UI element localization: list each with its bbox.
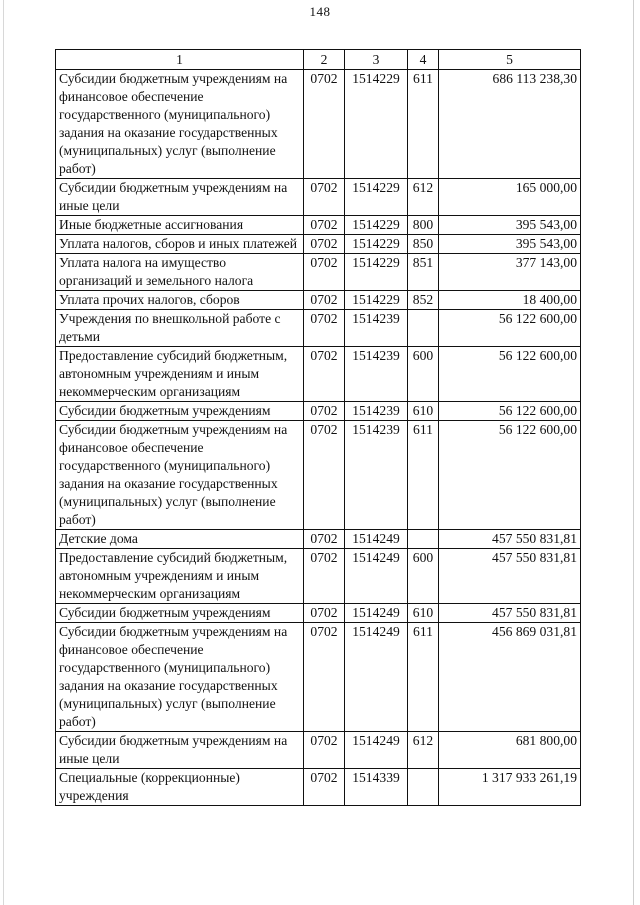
scan-edge-left xyxy=(3,0,4,905)
row-amount: 377 143,00 xyxy=(439,254,581,291)
row-amount: 395 543,00 xyxy=(439,235,581,254)
table-row xyxy=(56,769,581,806)
table-row xyxy=(56,421,581,530)
table-row xyxy=(56,291,581,310)
row-name: Уплата прочих налогов, сборов xyxy=(56,291,304,310)
row-amount: 165 000,00 xyxy=(439,179,581,216)
row-section-code: 0702 xyxy=(304,291,345,310)
row-target-code: 1514239 xyxy=(345,347,408,402)
row-section-code: 0702 xyxy=(304,254,345,291)
table-row xyxy=(56,70,581,179)
header-col-5: 5 xyxy=(439,50,581,70)
row-name: Субсидии бюджетным учреждениям на иные цели xyxy=(56,732,304,769)
budget-table xyxy=(55,49,581,806)
row-target-code: 1514229 xyxy=(345,179,408,216)
row-section-code: 0702 xyxy=(304,604,345,623)
row-section-code: 0702 xyxy=(304,421,345,530)
row-expense-type: 800 xyxy=(408,216,439,235)
row-target-code: 1514229 xyxy=(345,254,408,291)
row-expense-type: 611 xyxy=(408,623,439,732)
table-row xyxy=(56,732,581,769)
row-section-code: 0702 xyxy=(304,347,345,402)
table-row xyxy=(56,216,581,235)
header-col-1: 1 xyxy=(56,50,304,70)
header-col-2: 2 xyxy=(304,50,345,70)
row-expense-type: 852 xyxy=(408,291,439,310)
row-target-code: 1514249 xyxy=(345,549,408,604)
row-amount: 457 550 831,81 xyxy=(439,549,581,604)
row-target-code: 1514229 xyxy=(345,291,408,310)
row-expense-type: 612 xyxy=(408,732,439,769)
table-row xyxy=(56,530,581,549)
row-target-code: 1514249 xyxy=(345,623,408,732)
row-target-code: 1514239 xyxy=(345,421,408,530)
row-target-code: 1514239 xyxy=(345,310,408,347)
row-expense-type xyxy=(408,530,439,549)
table-row xyxy=(56,179,581,216)
row-name: Предоставление субсидий бюджетным, автономным учреждениям и иным некоммерческим организациям xyxy=(56,549,304,604)
table-row xyxy=(56,402,581,421)
table-row xyxy=(56,623,581,732)
row-expense-type: 850 xyxy=(408,235,439,254)
table-row xyxy=(56,254,581,291)
row-section-code: 0702 xyxy=(304,402,345,421)
row-name: Субсидии бюджетным учреждениям на финансовое обеспечение государственного (муниципального) задания на оказание государственных (муниципальных) услуг (выполнение работ) xyxy=(56,70,304,179)
row-amount: 457 550 831,81 xyxy=(439,530,581,549)
row-target-code: 1514229 xyxy=(345,216,408,235)
table-row xyxy=(56,604,581,623)
row-name: Уплата налогов, сборов и иных платежей xyxy=(56,235,304,254)
row-name: Детские дома xyxy=(56,530,304,549)
row-amount: 56 122 600,00 xyxy=(439,347,581,402)
row-amount: 18 400,00 xyxy=(439,291,581,310)
row-name: Субсидии бюджетным учреждениям на финансовое обеспечение государственного (муниципального) задания на оказание государственных (муниципальных) услуг (выполнение работ) xyxy=(56,623,304,732)
header-col-4: 4 xyxy=(408,50,439,70)
row-expense-type xyxy=(408,769,439,806)
row-expense-type: 610 xyxy=(408,604,439,623)
row-section-code: 0702 xyxy=(304,769,345,806)
row-section-code: 0702 xyxy=(304,70,345,179)
row-section-code: 0702 xyxy=(304,549,345,604)
scan-edge-right xyxy=(633,0,634,905)
row-target-code: 1514229 xyxy=(345,70,408,179)
row-name: Субсидии бюджетным учреждениям xyxy=(56,402,304,421)
row-amount: 457 550 831,81 xyxy=(439,604,581,623)
row-section-code: 0702 xyxy=(304,732,345,769)
table-row xyxy=(56,235,581,254)
row-amount: 56 122 600,00 xyxy=(439,310,581,347)
row-amount: 1 317 933 261,19 xyxy=(439,769,581,806)
row-name: Иные бюджетные ассигнования xyxy=(56,216,304,235)
header-col-3: 3 xyxy=(345,50,408,70)
row-name: Специальные (коррекционные) учреждения xyxy=(56,769,304,806)
row-amount: 395 543,00 xyxy=(439,216,581,235)
row-section-code: 0702 xyxy=(304,310,345,347)
row-expense-type: 851 xyxy=(408,254,439,291)
row-name: Предоставление субсидий бюджетным, автономным учреждениям и иным некоммерческим организациям xyxy=(56,347,304,402)
row-section-code: 0702 xyxy=(304,179,345,216)
row-amount: 456 869 031,81 xyxy=(439,623,581,732)
table-row xyxy=(56,549,581,604)
row-name: Субсидии бюджетным учреждениям на иные цели xyxy=(56,179,304,216)
row-target-code: 1514229 xyxy=(345,235,408,254)
row-amount: 681 800,00 xyxy=(439,732,581,769)
row-target-code: 1514339 xyxy=(345,769,408,806)
table-row xyxy=(56,347,581,402)
row-name: Учреждения по внешкольной работе с детьми xyxy=(56,310,304,347)
row-target-code: 1514239 xyxy=(345,402,408,421)
row-expense-type: 611 xyxy=(408,70,439,179)
row-section-code: 0702 xyxy=(304,235,345,254)
row-amount: 686 113 238,30 xyxy=(439,70,581,179)
row-expense-type: 610 xyxy=(408,402,439,421)
row-name: Субсидии бюджетным учреждениям xyxy=(56,604,304,623)
row-expense-type xyxy=(408,310,439,347)
row-target-code: 1514249 xyxy=(345,604,408,623)
page-number: 148 xyxy=(309,4,331,19)
row-name: Субсидии бюджетным учреждениям на финансовое обеспечение государственного (муниципального) задания на оказание государственных (муниципальных) услуг (выполнение работ) xyxy=(56,421,304,530)
row-expense-type: 611 xyxy=(408,421,439,530)
row-expense-type: 600 xyxy=(408,549,439,604)
row-expense-type: 600 xyxy=(408,347,439,402)
row-target-code: 1514249 xyxy=(345,732,408,769)
row-name: Уплата налога на имущество организаций и земельного налога xyxy=(56,254,304,291)
table-row xyxy=(56,310,581,347)
row-amount: 56 122 600,00 xyxy=(439,421,581,530)
row-target-code: 1514249 xyxy=(345,530,408,549)
row-amount: 56 122 600,00 xyxy=(439,402,581,421)
row-section-code: 0702 xyxy=(304,623,345,732)
row-section-code: 0702 xyxy=(304,530,345,549)
row-expense-type: 612 xyxy=(408,179,439,216)
row-section-code: 0702 xyxy=(304,216,345,235)
table-header-row xyxy=(56,50,581,70)
